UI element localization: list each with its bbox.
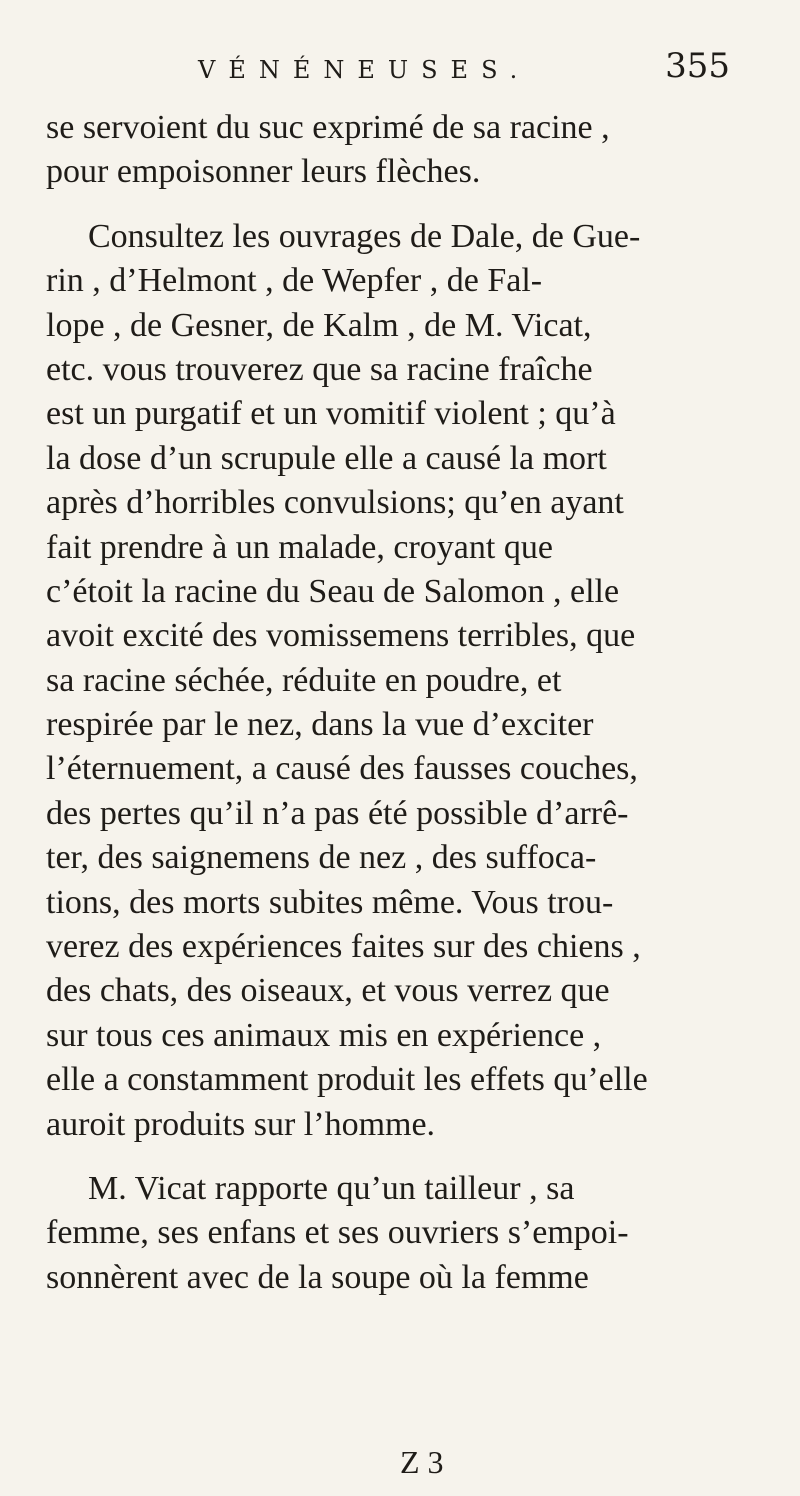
- paragraph-3: [46, 1167, 756, 1300]
- text-line: pour empoisonner leurs flèches.: [46, 153, 481, 191]
- text-line: etc. vous trouverez que sa racine fraîche: [46, 350, 593, 388]
- text-line: sa racine séchée, réduite en poudre, et: [46, 661, 562, 699]
- text-line: tions, des morts subites même. Vous trou-: [46, 883, 614, 921]
- text-line: auroit produits sur l’homme.: [46, 1105, 436, 1143]
- text-line: c’étoit la racine du Seau de Salomon , elle: [46, 572, 620, 610]
- running-header: [198, 46, 758, 98]
- text-line: Consultez les ouvrages de Dale, de Gue-: [88, 217, 641, 255]
- text-line: la dose d’un scrupule elle a causé la mort: [46, 439, 607, 477]
- paragraph-2: [46, 215, 756, 1147]
- body-text: [46, 106, 756, 1300]
- text-line: est un purgatif et un vomitif violent ; qu’à: [46, 395, 616, 433]
- text-line: femme, ses enfans et ses ouvriers s’empoi-: [46, 1214, 629, 1252]
- text-line: sur tous ces animaux mis en expérience ,: [46, 1016, 602, 1054]
- text-line: se servoient du suc exprimé de sa racine ,: [46, 109, 610, 146]
- text-line: fait prendre à un malade, croyant que: [46, 528, 553, 566]
- running-title: VÉNÉNEUSES.: [198, 56, 531, 84]
- text-line: lope , de Gesner, de Kalm , de M. Vicat,: [46, 306, 592, 344]
- paragraph-1: [46, 106, 756, 195]
- text-line: respirée par le nez, dans la vue d’exciter: [46, 706, 594, 744]
- text-line: après d’horribles convulsions; qu’en ayant: [46, 484, 624, 522]
- text-line: rin , d’Helmont , de Wepfer , de Fal-: [46, 262, 543, 300]
- text-line: avoit excité des vomissemens terribles, que: [46, 617, 636, 655]
- text-line: M. Vicat rapporte qu’un tailleur , sa: [88, 1169, 575, 1207]
- text-line: ter, des saignemens de nez , des suffoca-: [46, 839, 597, 877]
- signature-mark: Z 3: [400, 1444, 444, 1480]
- text-line: l’éternuement, a causé des fausses couches,: [46, 750, 638, 788]
- page-number: 355: [665, 46, 730, 86]
- text-line: sonnèrent avec de la soupe où la femme: [46, 1258, 589, 1296]
- text-line: des pertes qu’il n’a pas été possible d’arrê-: [46, 794, 629, 832]
- text-line: elle a constamment produit les effets qu’elle: [46, 1061, 648, 1099]
- text-line: des chats, des oiseaux, et vous verrez que: [46, 972, 610, 1010]
- text-line: verez des expériences faites sur des chiens ,: [46, 928, 641, 966]
